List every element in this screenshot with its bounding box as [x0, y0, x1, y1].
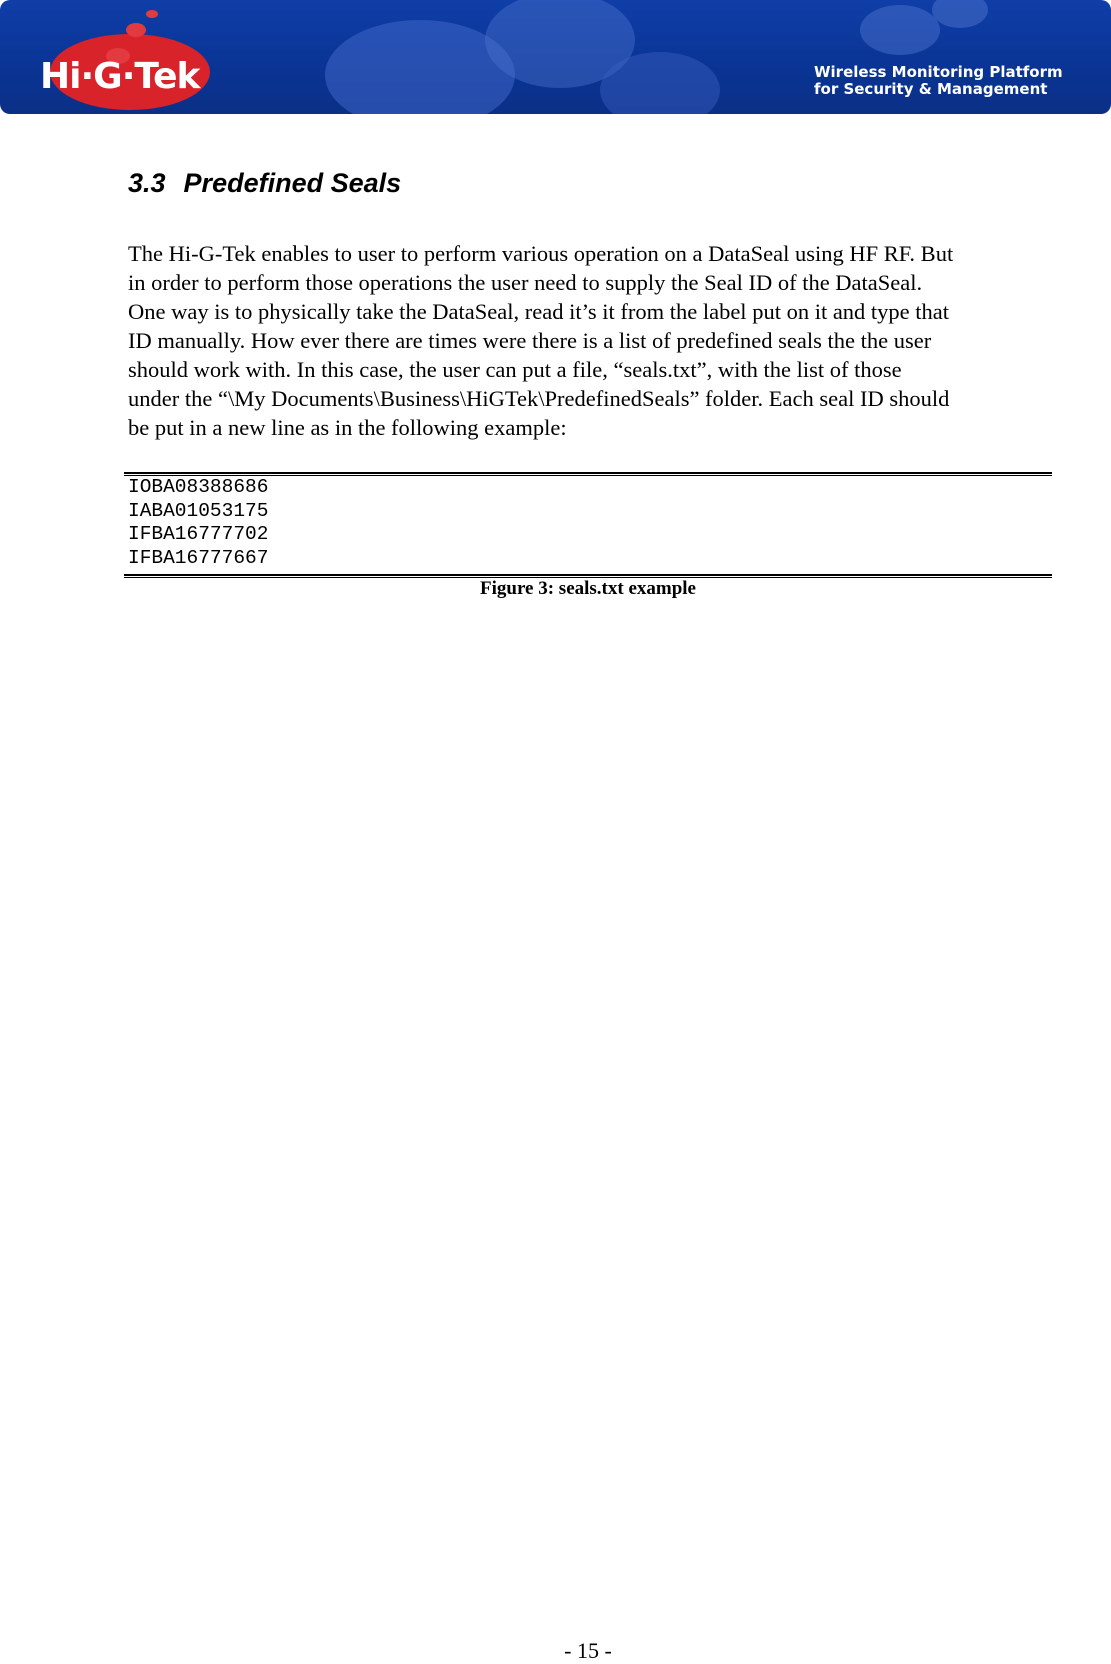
body-line: One way is to physically take the DataSeal, read it’s it from the label put on it and type that [128, 299, 950, 324]
tagline-line-2: for Security & Management [814, 80, 1048, 98]
seal-id-line: IOBA08388686 [128, 476, 269, 498]
seal-id-line: IABA01053175 [128, 499, 269, 522]
tagline-line-1: Wireless Monitoring Platform [814, 63, 1063, 81]
body-line: should work with. In this case, the user can put a file, “seals.txt”, with the list of those [128, 357, 902, 382]
header-tagline [814, 64, 1063, 98]
body-line: in order to perform those operations the user need to supply the Seal ID of the DataSeal. [128, 270, 923, 295]
seal-id-line: IFBA16777667 [128, 546, 269, 569]
section-number: 3.3 [128, 168, 166, 198]
seal-id-line: IFBA16777702 [128, 523, 269, 545]
page-number: - 15 - [564, 1638, 612, 1663]
section-title: Predefined Seals [183, 168, 402, 198]
company-logo-text: Hi·G·Tek [40, 56, 200, 97]
figure-caption: Figure 3: seals.txt example [480, 578, 696, 599]
body-line: The Hi-G-Tek enables to user to perform various operation on a DataSeal using HF RF. But [128, 241, 954, 266]
body-line: be put in a new line as in the following example: [128, 415, 567, 440]
body-line: under the “\My Documents\Business\HiGTek\PredefinedSeals” folder. Each seal ID should [128, 386, 950, 411]
seals-code-example [128, 476, 268, 570]
body-line: ID manually. How ever there are times were there is a list of predefined seals the the user [128, 328, 932, 353]
header-banner [0, 0, 1111, 114]
section-body [128, 239, 1063, 442]
section-heading [128, 168, 401, 199]
